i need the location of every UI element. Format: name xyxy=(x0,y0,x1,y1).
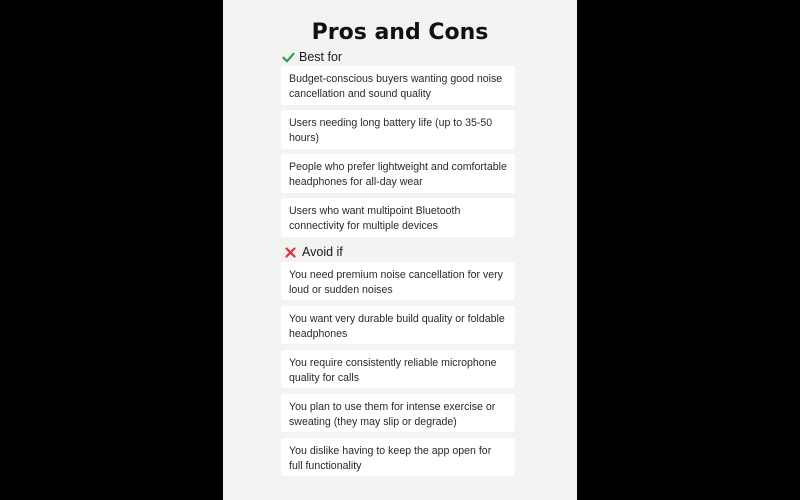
best-for-item: People who prefer lightweight and comfortable headphones for all-day wear xyxy=(281,154,515,193)
avoid-if-item: You need premium noise cancellation for very loud or sudden noises xyxy=(281,262,515,300)
best-for-item: Budget-conscious buyers wanting good noise cancellation and sound quality xyxy=(281,66,515,105)
avoid-if-heading xyxy=(281,243,343,261)
best-for-item: Users needing long battery life (up to 35-50 hours) xyxy=(281,110,515,149)
cross-icon xyxy=(283,245,297,259)
avoid-if-label: Avoid if xyxy=(302,245,343,259)
best-for-label: Best for xyxy=(299,50,343,64)
best-for-item: Users who want multipoint Bluetooth connectivity for multiple devices xyxy=(281,198,515,237)
avoid-if-item: You plan to use them for intense exercise or sweating (they may slip or degrade) xyxy=(281,394,515,432)
page-title: Pros and Cons xyxy=(311,20,489,45)
avoid-if-item: You require consistently reliable microphone quality for calls xyxy=(281,350,515,388)
avoid-if-item: You dislike having to keep the app open for full functionality xyxy=(281,438,515,476)
best-for-heading xyxy=(281,48,342,66)
check-icon xyxy=(281,50,295,64)
avoid-if-item: You want very durable build quality or foldable headphones xyxy=(281,306,515,344)
pros-cons-panel xyxy=(223,0,577,500)
